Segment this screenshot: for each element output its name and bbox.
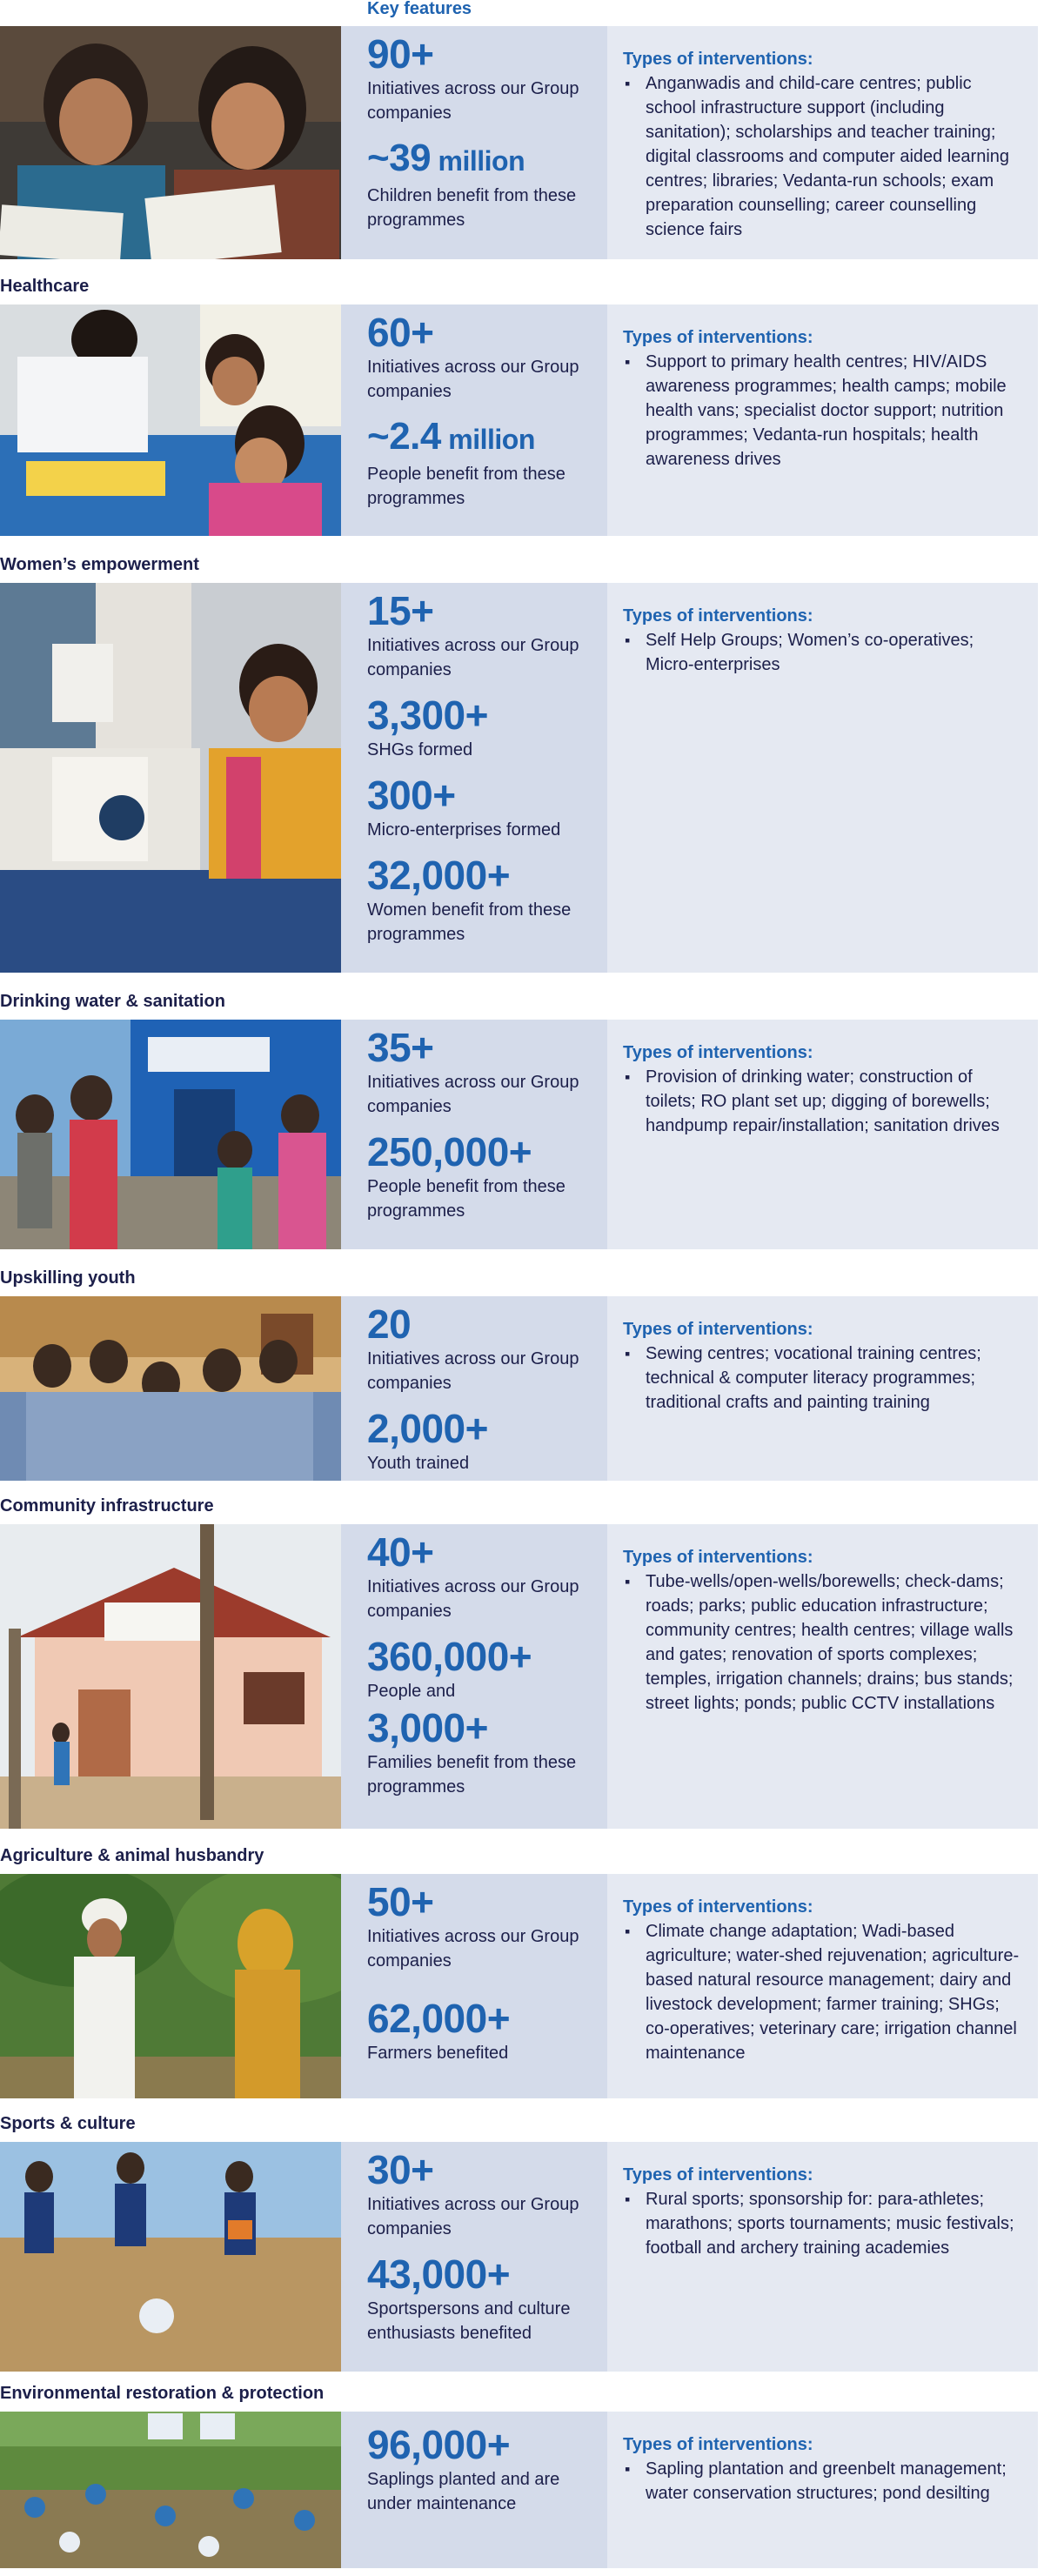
interventions-list bbox=[623, 1065, 1022, 1138]
stat-label: Families benefit from these programmes bbox=[367, 1753, 577, 1797]
section-environment bbox=[0, 2384, 1044, 2570]
stat-item bbox=[367, 854, 607, 947]
interventions-list bbox=[623, 71, 1022, 242]
stat-label: Youth trained bbox=[367, 1454, 470, 1473]
photo-health-worker bbox=[0, 304, 341, 536]
section-row bbox=[0, 304, 1044, 536]
section-title: Environmental restoration & protection bbox=[0, 2384, 325, 2403]
stat-item bbox=[367, 1707, 607, 1799]
stat-label: Farmers benefited bbox=[367, 2044, 509, 2063]
section-row bbox=[0, 583, 1044, 973]
photo-water-plant bbox=[0, 1020, 341, 1249]
stat-label: Initiatives across our Group companies bbox=[367, 1577, 579, 1621]
stat-value: 2,000+ bbox=[367, 1406, 488, 1451]
photo-sapling-plantation bbox=[0, 2412, 341, 2568]
stat-value: ~2.4 million bbox=[367, 415, 535, 458]
section-healthcare bbox=[0, 277, 1044, 538]
stat-item bbox=[367, 2253, 607, 2345]
section-row bbox=[0, 2412, 1044, 2568]
photo-youth-group bbox=[0, 1296, 341, 1481]
section-education bbox=[0, 26, 1044, 259]
stat-value: ~39 million bbox=[367, 137, 525, 179]
stat-value: 32,000+ bbox=[367, 853, 511, 898]
stat-label: Initiatives across our Group companies bbox=[367, 2195, 579, 2238]
interventions-panel bbox=[607, 1524, 1038, 1829]
stat-value: 300+ bbox=[367, 773, 456, 818]
section-title: Healthcare bbox=[0, 277, 90, 296]
stat-value: 15+ bbox=[367, 588, 434, 633]
stat-label: Initiatives across our Group companies bbox=[367, 1927, 579, 1970]
stat-label: Sportspersons and culture enthusiasts benefited bbox=[367, 2299, 571, 2343]
section-row bbox=[0, 1020, 1044, 1249]
key-stats-panel bbox=[341, 1020, 607, 1249]
interventions-list bbox=[623, 2457, 1022, 2506]
section-agriculture bbox=[0, 1846, 1044, 2098]
stat-item bbox=[367, 33, 607, 125]
stat-item bbox=[367, 1531, 607, 1623]
stat-value: 360,000+ bbox=[367, 1634, 532, 1679]
interventions-heading: Types of interventions: bbox=[623, 1320, 813, 1339]
stat-value: 3,300+ bbox=[367, 693, 488, 738]
stat-item bbox=[367, 2424, 607, 2516]
stat-item bbox=[367, 1303, 607, 1395]
interventions-panel bbox=[607, 2142, 1038, 2372]
interventions-heading: Types of interventions: bbox=[623, 1043, 813, 1062]
key-stats-panel bbox=[341, 583, 607, 973]
interventions-item: ▪ Support to primary health centres; HIV/AIDS awareness programmes; health camps; mobile health vans; specialist doctor support; nutrition programmes; Vedanta-run hospitals; health awareness drives bbox=[623, 350, 1022, 472]
stat-label: Micro-enterprises formed bbox=[367, 820, 561, 840]
interventions-item: ▪ Tube-wells/open-wells/borewells; check-dams; roads; parks; public education infrastructure; community centres; health centres; village walls and gates; renovation of sports complexes; temples, irrigation channels; drains; bus stands; street lights; ponds; public CCTV installations bbox=[623, 1569, 1022, 1716]
stat-value: 43,000+ bbox=[367, 2251, 511, 2297]
interventions-heading: Types of interventions: bbox=[623, 328, 813, 347]
stat-item bbox=[367, 1131, 607, 1223]
section-row bbox=[0, 1524, 1044, 1829]
photo-football-players bbox=[0, 2142, 341, 2372]
stat-value: 90+ bbox=[367, 31, 434, 77]
key-stats-panel bbox=[341, 2142, 607, 2372]
stat-value: 50+ bbox=[367, 1879, 434, 1924]
interventions-list bbox=[623, 350, 1022, 472]
photo-sewing-woman bbox=[0, 583, 341, 973]
interventions-item: ▪ Provision of drinking water; construction of toilets; RO plant set up; digging of borewells; handpump repair/installation; sanitation drives bbox=[623, 1065, 1022, 1138]
interventions-heading: Types of interventions: bbox=[623, 606, 813, 626]
interventions-item: ▪ Anganwadis and child-care centres; public school infrastructure support (including sanitation); scholarships and teacher training; digital classrooms and computer aided learning centres; libraries; Vedanta-run schools; exam preparation counselling; career counselling science fairs bbox=[623, 71, 1022, 242]
interventions-heading: Types of interventions: bbox=[623, 1548, 813, 1567]
interventions-list bbox=[623, 1569, 1022, 1716]
stat-label: People benefit from these programmes bbox=[367, 1177, 566, 1221]
stat-label: People and bbox=[367, 1682, 456, 1701]
interventions-heading: Types of interventions: bbox=[623, 2165, 813, 2185]
key-stats-panel bbox=[341, 1524, 607, 1829]
photo-children-studying bbox=[0, 26, 341, 259]
stat-value: 30+ bbox=[367, 2147, 434, 2192]
stat-value: 250,000+ bbox=[367, 1129, 532, 1174]
interventions-panel bbox=[607, 1020, 1038, 1249]
stat-value: 60+ bbox=[367, 310, 434, 355]
stat-value: 20 bbox=[367, 1301, 412, 1347]
section-title: Women’s empowerment bbox=[0, 555, 199, 574]
stat-item bbox=[367, 774, 607, 842]
section-row bbox=[0, 2142, 1044, 2372]
stat-label: Initiatives across our Group companies bbox=[367, 1073, 579, 1116]
interventions-item: ▪ Rural sports; sponsorship for: para-athletes; marathons; sports tournaments; music festivals; football and archery training academies bbox=[623, 2187, 1022, 2260]
interventions-item: ▪ Sewing centres; vocational training centres; technical & computer literacy programmes; traditional crafts and painting training bbox=[623, 1342, 1022, 1415]
section-row bbox=[0, 1296, 1044, 1481]
interventions-list bbox=[623, 2187, 1022, 2260]
stat-label: Initiatives across our Group companies bbox=[367, 636, 579, 679]
section-title: Upskilling youth bbox=[0, 1268, 136, 1288]
stat-label: Saplings planted and are under maintenance bbox=[367, 2470, 560, 2513]
stat-label: SHGs formed bbox=[367, 740, 473, 759]
stat-item bbox=[367, 590, 607, 682]
interventions-panel bbox=[607, 1296, 1038, 1481]
key-stats-panel bbox=[341, 2412, 607, 2568]
interventions-item: ▪ Self Help Groups; Women’s co-operatives; Micro-enterprises bbox=[623, 628, 1022, 677]
stat-value: 40+ bbox=[367, 1529, 434, 1575]
stat-item bbox=[367, 1408, 607, 1475]
stat-item bbox=[367, 1027, 607, 1119]
section-upskilling-youth bbox=[0, 1268, 1044, 1482]
interventions-list bbox=[623, 1342, 1022, 1415]
interventions-heading: Types of interventions: bbox=[623, 2435, 813, 2454]
section-womens-empowerment bbox=[0, 555, 1044, 974]
key-stats-panel bbox=[341, 1874, 607, 2098]
section-row bbox=[0, 26, 1044, 259]
stat-label: People benefit from these programmes bbox=[367, 465, 566, 508]
stat-item bbox=[367, 137, 607, 232]
stat-item bbox=[367, 1636, 607, 1703]
stat-item bbox=[367, 2149, 607, 2241]
key-stats-panel bbox=[341, 304, 607, 536]
interventions-heading: Types of interventions: bbox=[623, 50, 813, 69]
interventions-list bbox=[623, 1919, 1022, 2065]
section-row bbox=[0, 1874, 1044, 2098]
key-features-heading: Key features bbox=[367, 0, 472, 18]
interventions-panel bbox=[607, 583, 1038, 973]
interventions-item: ▪ Sapling plantation and greenbelt management; water conservation structures; pond desilting bbox=[623, 2457, 1022, 2506]
stat-item bbox=[367, 694, 607, 762]
photo-health-centre-building bbox=[0, 1524, 341, 1829]
stat-item bbox=[367, 1881, 607, 1973]
interventions-item: ▪ Climate change adaptation; Wadi-based agriculture; water-shed rejuvenation; agriculture-based natural resource management; dairy and livestock development; farmer training; SHGs; co-operatives; veterinary care; irrigation channel maintenance bbox=[623, 1919, 1022, 2065]
stat-value: 35+ bbox=[367, 1025, 434, 1070]
section-title: Community infrastructure bbox=[0, 1496, 214, 1515]
section-title: Sports & culture bbox=[0, 2114, 136, 2133]
section-title: Agriculture & animal husbandry bbox=[0, 1846, 264, 1865]
stat-label: Initiatives across our Group companies bbox=[367, 79, 579, 123]
interventions-panel bbox=[607, 1874, 1038, 2098]
interventions-heading: Types of interventions: bbox=[623, 1897, 813, 1917]
section-community-infrastructure bbox=[0, 1496, 1044, 1829]
stat-label: Initiatives across our Group companies bbox=[367, 358, 579, 401]
section-sports-culture bbox=[0, 2114, 1044, 2372]
interventions-panel bbox=[607, 2412, 1038, 2568]
interventions-list bbox=[623, 628, 1022, 677]
interventions-panel bbox=[607, 26, 1038, 259]
photo-farmers-orchard bbox=[0, 1874, 341, 2098]
stat-item bbox=[367, 416, 607, 511]
key-stats-panel bbox=[341, 1296, 607, 1481]
key-stats-panel bbox=[341, 26, 607, 259]
stat-value: 62,000+ bbox=[367, 1996, 511, 2041]
stat-item bbox=[367, 1997, 607, 2065]
stat-item bbox=[367, 311, 607, 404]
stat-label: Children benefit from these programmes bbox=[367, 186, 577, 230]
stat-value: 96,000+ bbox=[367, 2422, 511, 2467]
stat-label: Initiatives across our Group companies bbox=[367, 1349, 579, 1393]
section-drinking-water bbox=[0, 992, 1044, 1249]
stat-label: Women benefit from these programmes bbox=[367, 900, 572, 944]
section-title: Drinking water & sanitation bbox=[0, 992, 225, 1011]
stat-value: 3,000+ bbox=[367, 1705, 488, 1750]
interventions-panel bbox=[607, 304, 1038, 536]
